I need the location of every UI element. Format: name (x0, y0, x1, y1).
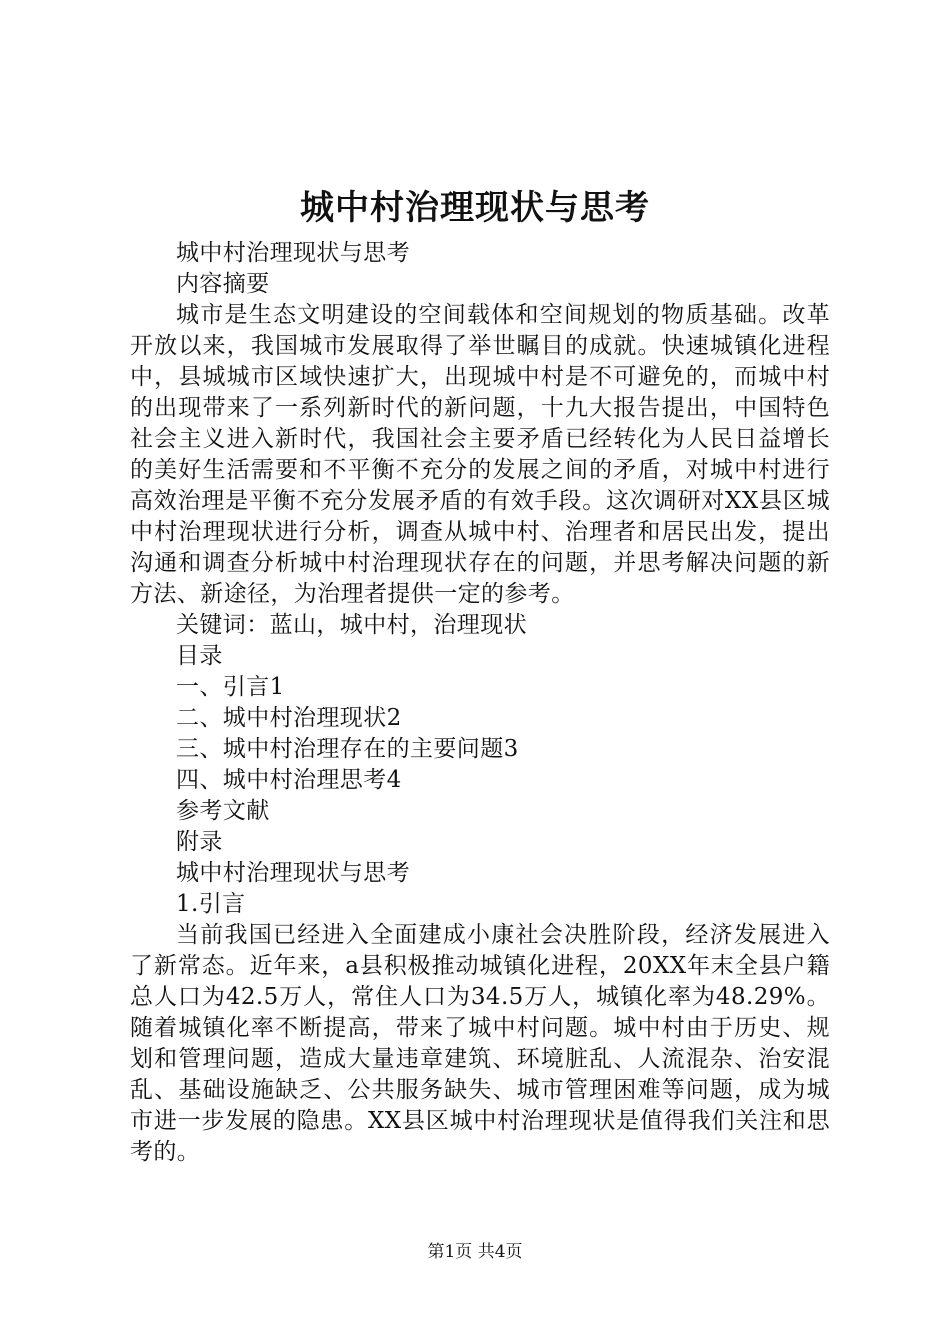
document-title: 城中村治理现状与思考 (300, 188, 650, 228)
toc-item: 三、城中村治理存在的主要问题3 (176, 736, 519, 762)
toc-item: 参考文献 (176, 798, 270, 824)
page-footer: 第1页 共4页 (427, 1242, 523, 1262)
keywords-line: 关键词：蓝山，城中村，治理现状 (176, 612, 527, 638)
subtitle-line: 城中村治理现状与思考 (176, 240, 410, 266)
toc-item: 一、引言1 (176, 674, 285, 700)
section-heading: 1.引言 (176, 891, 246, 917)
abstract-paragraph: 城市是生态文明建设的空间载体和空间规划的物质基础。改革开放以来，我国城市发展取得了举世瞩目的成就。快速城镇化进程中，县城城市区域快速扩大，出现城中村是不可避免的，而城中村的出现带来了一系列新时代的新问题，十九大报告提出，中国特色社会主义进入新时代，我国社会主要矛盾已经转化为人民日益增长的美好生活需要和不平衡不充分的发展之间的矛盾，对城中村进行高效治理是平衡不充分发展矛盾的有效手段。这次调研对XX县区城中村治理现状进行分析，调查从城中村、治理者和居民出发，提出沟通和调查分析城中村治理现状存在的问题，并思考解决问题的新方法、新途径，为治理者提供一定的参考。 (130, 302, 830, 607)
toc-heading: 目录 (176, 643, 223, 669)
body-paragraph: 当前我国已经进入全面建成小康社会决胜阶段，经济发展进入了新常态。近年来，a县积极推动城镇化进程，20XX年末全县户籍总人口为42.5万人，常住人口为34.5万人，城镇化率为48.29%。随着城镇化率不断提高，带来了城中村问题。城中村由于历史、规划和管理问题，造成大量违章建筑、环境脏乱、人流混杂、治安混乱、基础设施缺乏、公共服务缺失、城市管理困难等问题，成为城市进一步发展的隐患。XX县区城中村治理现状是值得我们关注和思考的。 (130, 922, 830, 1165)
abstract-heading: 内容摘要 (176, 271, 270, 297)
toc-item: 二、城中村治理现状2 (176, 705, 402, 731)
document-body (130, 238, 830, 1168)
section-title-line: 城中村治理现状与思考 (176, 860, 410, 886)
toc-item: 附录 (176, 829, 223, 855)
toc-item: 四、城中村治理思考4 (176, 767, 402, 793)
